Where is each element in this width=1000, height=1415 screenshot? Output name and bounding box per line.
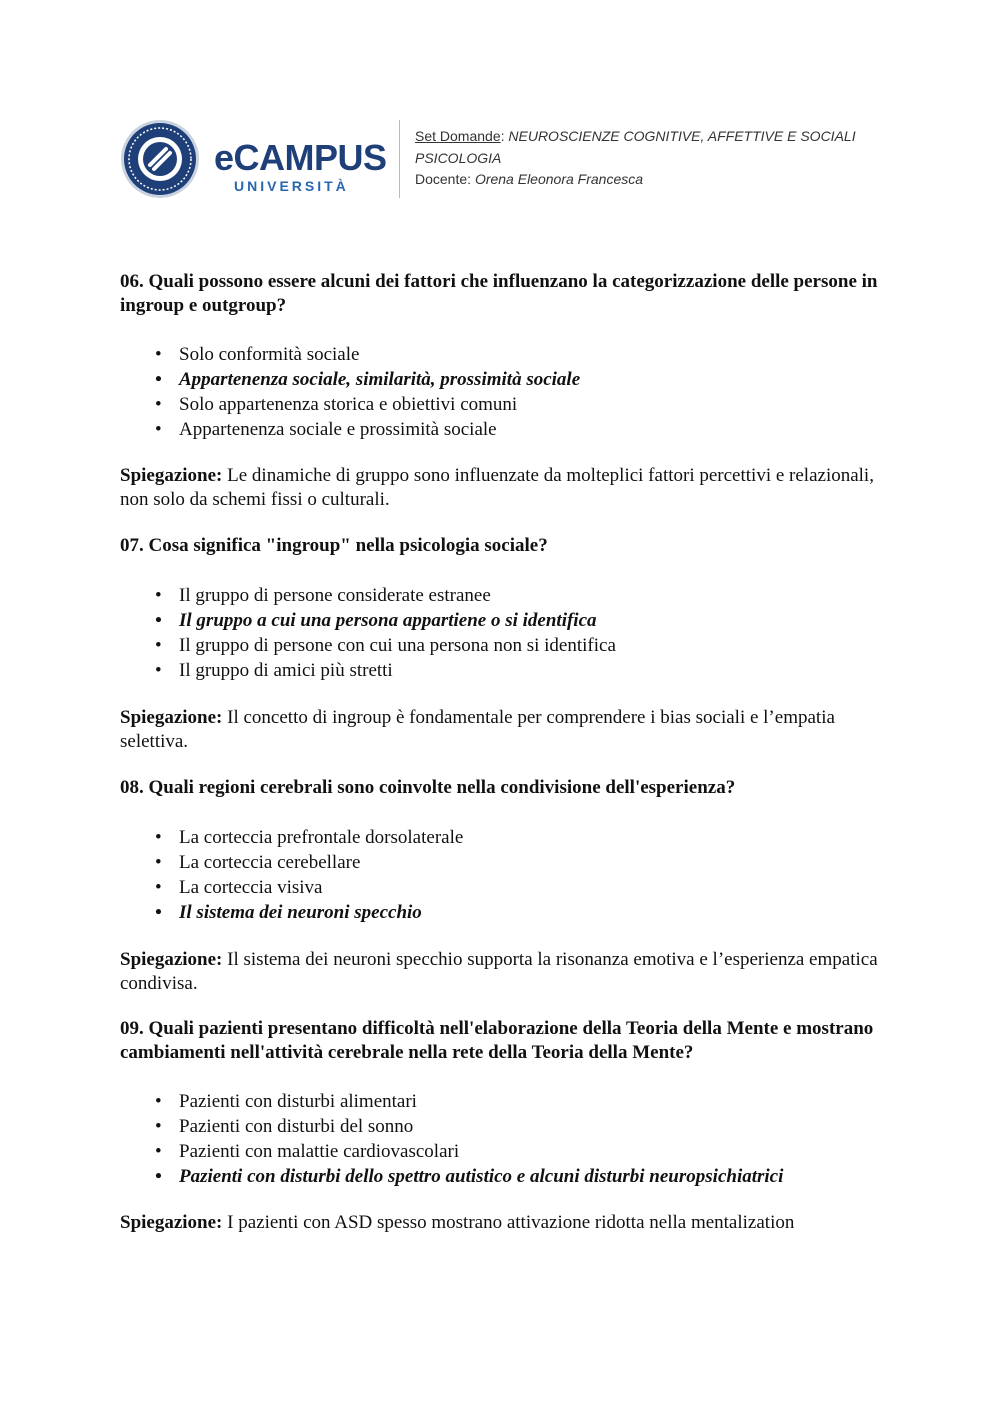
answer-option-correct: • Il gruppo a cui una persona appartiene o si identifica — [120, 608, 616, 633]
document-header — [120, 118, 920, 202]
explanation-text: Il concetto di ingroup è fondamentale per comprendere i bias sociali e l’empatia selettiva. — [120, 707, 835, 752]
ecampus-seal-logo — [120, 119, 200, 199]
logo-wordmark: eCAMPUS — [214, 137, 387, 178]
answer-options — [120, 1089, 783, 1189]
answer-option-correct: • Appartenenza sociale, similarità, prossimità sociale — [120, 367, 580, 392]
question-text: 08. Quali regioni cerebrali sono coinvolte nella condivisione dell'esperienza? — [120, 777, 736, 798]
set-domande-value: NEUROSCIENZE COGNITIVE, AFFETTIVE E SOCIALI — [508, 128, 856, 144]
answer-options — [120, 342, 580, 442]
logo-subtitle: UNIVERSITÀ — [234, 178, 349, 194]
answer-option-correct: • Il sistema dei neuroni specchio — [120, 900, 463, 925]
answer-option: • Solo appartenenza storica e obiettivi comuni — [120, 392, 580, 417]
answer-option: • Appartenenza sociale e prossimità sociale — [120, 417, 580, 442]
explanation-label: Spiegazione: — [120, 1212, 223, 1233]
explanation — [120, 948, 900, 996]
question-text: 06. Quali possono essere alcuni dei fattori che influenzano la categorizzazione delle persone in ingroup e outgroup? — [120, 271, 878, 316]
answer-option: • Pazienti con disturbi del sonno — [120, 1114, 783, 1139]
explanation-text: I pazienti con ASD spesso mostrano attivazione ridotta nella mentalization — [227, 1212, 795, 1233]
answer-option: • Solo conformità sociale — [120, 342, 580, 367]
explanation — [120, 464, 900, 512]
question-block — [120, 1017, 900, 1233]
question-block — [120, 776, 900, 994]
answer-option: • Il gruppo di persone considerate estranee — [120, 583, 616, 608]
set-domande-line-2 — [415, 148, 856, 170]
answer-option: • Il gruppo di amici più stretti — [120, 658, 616, 683]
explanation-label: Spiegazione: — [120, 949, 223, 970]
answer-option: • Pazienti con malattie cardiovascolari — [120, 1139, 783, 1164]
set-domande-value-2: PSICOLOGIA — [415, 149, 502, 166]
set-domande-label: Set Domande — [415, 128, 501, 144]
explanation — [120, 706, 900, 754]
question-text: 07. Cosa significa "ingroup" nella psicologia sociale? — [120, 535, 548, 556]
answer-options — [120, 825, 463, 925]
docente-value: Orena Eleonora Francesca — [474, 171, 644, 187]
explanation-text: Le dinamiche di gruppo sono influenzate da molteplici fattori percettivi e relazionali, non solo da schemi fissi o culturali. — [120, 465, 874, 510]
docente-line — [415, 169, 856, 191]
question-block — [120, 534, 900, 752]
question-block — [120, 270, 900, 510]
answer-option: • Pazienti con disturbi alimentari — [120, 1089, 783, 1114]
explanation-label: Spiegazione: — [120, 707, 223, 728]
set-domande-line: Set Domande: NEUROSCIENZE COGNITIVE, AFFETTIVE E SOCIALI — [415, 128, 856, 144]
answer-option: • Il gruppo di persone con cui una persona non si identifica — [120, 633, 616, 658]
header-meta — [415, 126, 856, 191]
answer-option: • La corteccia cerebellare — [120, 850, 463, 875]
explanation-label: Spiegazione: — [120, 465, 223, 486]
answer-option: • La corteccia prefrontale dorsolaterale — [120, 825, 463, 850]
answer-options — [120, 583, 616, 683]
question-text: 09. Quali pazienti presentano difficoltà nell'elaborazione della Teoria della Mente e mostrano cambiamenti nell'attività cerebrale nella rete della Teoria della Mente? — [120, 1018, 874, 1063]
header-divider — [399, 120, 400, 198]
explanation-text: Il sistema dei neuroni specchio supporta la risonanza emotiva e l’esperienza empatica condivisa. — [120, 949, 878, 994]
answer-option-correct: • Pazienti con disturbi dello spettro autistico e alcuni disturbi neuropsichiatrici — [120, 1164, 783, 1189]
answer-option: • La corteccia visiva — [120, 875, 463, 900]
explanation — [120, 1211, 900, 1235]
docente-label: Docente: — [415, 171, 472, 187]
